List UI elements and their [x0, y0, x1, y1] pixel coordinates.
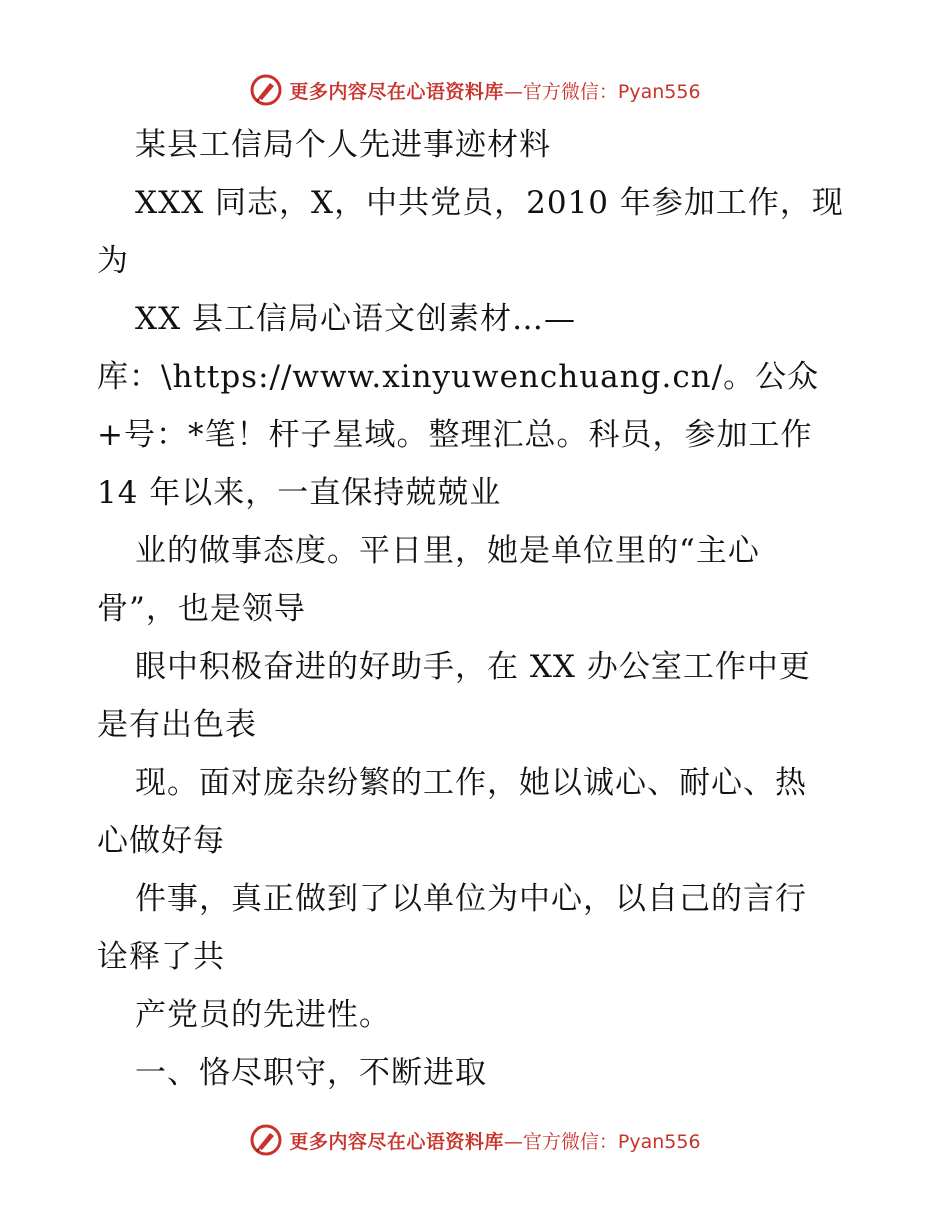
watermark-header	[0, 70, 950, 110]
pen-logo-icon	[249, 1123, 283, 1157]
text-line: 14 年以来，一直保持兢兢业	[97, 475, 502, 511]
text-line: 件事，真正做到了以单位为中心，以自己的言行	[135, 881, 807, 917]
text-line: 库：\https://www.xinyuwenchuang.cn/。公众	[97, 359, 820, 395]
text-line: 骨”，也是领导	[97, 591, 306, 627]
watermark-contact: —官方微信：Pyan556	[503, 1130, 701, 1153]
text-line: 业的做事态度。平日里，她是单位里的“主心	[135, 533, 760, 569]
text-line: XXX 同志，X，中共党员，2010 年参加工作，现	[135, 185, 844, 221]
watermark-text: 更多内容尽在心语资料库	[289, 1130, 504, 1153]
pen-logo-icon	[249, 73, 283, 107]
text-line: 产党员的先进性。	[135, 997, 391, 1033]
text-line: 是有出色表	[97, 707, 257, 743]
text-line: 心做好每	[97, 823, 225, 859]
watermark-contact: —官方微信：Pyan556	[503, 80, 701, 103]
watermark-footer	[0, 1120, 950, 1160]
document-body	[97, 116, 857, 1102]
text-line: 为	[97, 243, 129, 279]
watermark-text: 更多内容尽在心语资料库	[289, 80, 504, 103]
text-line: 眼中积极奋进的好助手，在 XX 办公室工作中更	[135, 649, 811, 685]
text-line: XX 县工信局心语文创素材…—	[135, 301, 576, 337]
text-line: 某县工信局个人先进事迹材料	[135, 127, 551, 163]
text-line: +号：*笔！杆子星域。整理汇总。科员，参加工作	[97, 417, 813, 453]
text-line: 现。面对庞杂纷繁的工作，她以诚心、耐心、热	[135, 765, 807, 801]
text-line: 诠释了共	[97, 939, 225, 975]
text-line: 一、恪尽职守，不断进取	[135, 1055, 487, 1091]
